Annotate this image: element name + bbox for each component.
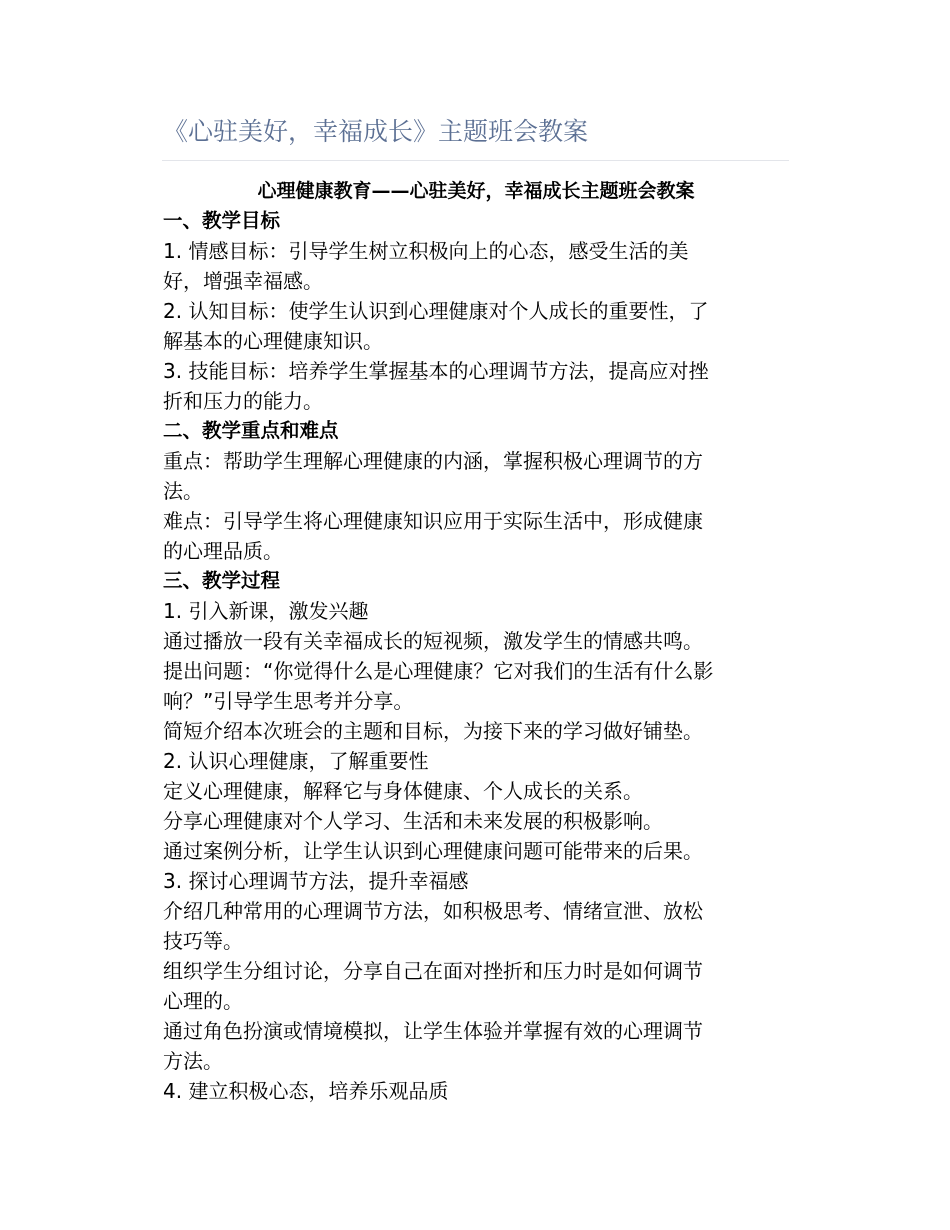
body-text-line: 心理的。 xyxy=(163,989,243,1013)
body-text-line: 简短介绍本次班会的主题和目标，为接下来的学习做好铺垫。 xyxy=(163,719,703,743)
body-text-line: 折和压力的能力。 xyxy=(163,389,323,413)
title-divider xyxy=(162,160,789,161)
body-text-line: 分享心理健康对个人学习、生活和未来发展的积极影响。 xyxy=(163,809,663,833)
body-text-line: 通过播放一段有关幸福成长的短视频，激发学生的情感共鸣。 xyxy=(163,629,703,653)
document-page xyxy=(163,112,789,1106)
body-text-line: 通过案例分析，让学生认识到心理健康问题可能带来的后果。 xyxy=(163,839,703,863)
body-text-line: 1. 情感目标：引导学生树立积极向上的心态，感受生活的美 xyxy=(163,239,689,263)
body-text-line: 3. 探讨心理调节方法，提升幸福感 xyxy=(163,869,469,893)
body-text-line: 解基本的心理健康知识。 xyxy=(163,329,383,353)
body-text-line: 重点：帮助学生理解心理健康的内涵，掌握积极心理调节的方 xyxy=(163,449,703,473)
body-text-line: 组织学生分组讨论，分享自己在面对挫折和压力时是如何调节 xyxy=(163,959,703,983)
body-text-line: 响？”引导学生思考并分享。 xyxy=(163,689,414,713)
body-text-line: 3. 技能目标：培养学生掌握基本的心理调节方法，提高应对挫 xyxy=(163,359,709,383)
section-heading: 二、教学重点和难点 xyxy=(163,419,339,442)
body-text-line: 的心理品质。 xyxy=(163,539,283,563)
body-text-line: 1. 引入新课，激发兴趣 xyxy=(163,599,369,623)
body-text-line: 定义心理健康，解释它与身体健康、个人成长的关系。 xyxy=(163,779,643,803)
body-text-line: 2. 认知目标：使学生认识到心理健康对个人成长的重要性，了 xyxy=(163,299,709,323)
body-text-line: 通过角色扮演或情境模拟，让学生体验并掌握有效的心理调节 xyxy=(163,1019,703,1043)
body-text-line: 方法。 xyxy=(163,1049,223,1073)
main-heading: 心理健康教育——心驻美好，幸福成长主题班会教案 xyxy=(257,180,695,202)
body-text-line: 提出问题：“你觉得什么是心理健康？它对我们的生活有什么影 xyxy=(163,659,714,683)
document-title: 《心驻美好，幸福成长》主题班会教案 xyxy=(163,117,589,146)
body-text-line: 4. 建立积极心态，培养乐观品质 xyxy=(163,1079,449,1103)
section-heading: 三、教学过程 xyxy=(163,569,281,592)
section-heading: 一、教学目标 xyxy=(163,209,281,232)
body-text-line: 2. 认识心理健康，了解重要性 xyxy=(163,749,429,773)
body-text-line: 法。 xyxy=(163,479,203,503)
body-text-line: 好，增强幸福感。 xyxy=(163,269,323,293)
body-text-line: 技巧等。 xyxy=(163,929,243,953)
body-text-line: 难点：引导学生将心理健康知识应用于实际生活中，形成健康 xyxy=(163,509,703,533)
body-text-line: 介绍几种常用的心理调节方法，如积极思考、情绪宣泄、放松 xyxy=(163,899,703,923)
document-body xyxy=(163,206,789,1106)
